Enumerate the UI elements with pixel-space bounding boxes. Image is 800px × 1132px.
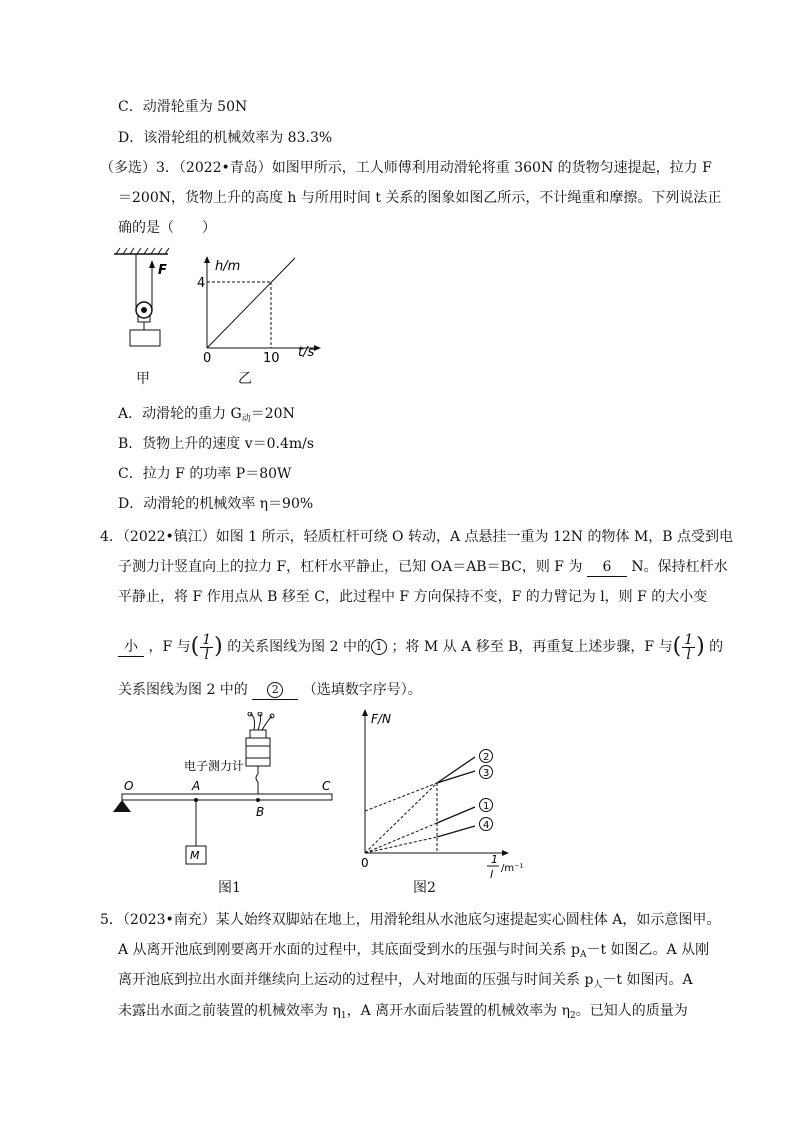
q4-lever-figure [110, 712, 350, 872]
ceiling-hatch [114, 248, 169, 254]
svg-text:2: 2 [483, 752, 490, 763]
origin-label: 0 [361, 856, 369, 870]
q4-answer-blank-2: 小 [118, 638, 144, 657]
q5-stem-line4: 未露出水面之前装置的机械效率为 $\eta_1$，A 离开水面后装置的机械效率为 $\eta_2$。已知人的质量为 [118, 1003, 688, 1021]
point-a: A [192, 779, 201, 793]
line-label-1 [480, 799, 493, 813]
graph-line-1-dashed [365, 823, 437, 853]
graph-line-4 [437, 826, 475, 837]
x-axis-den: l [490, 868, 494, 880]
point-b: B [256, 805, 265, 819]
lever-bar [122, 794, 332, 800]
q5-stem-line1: 5．（2023•南充）某人始终双脚站在地上，用滑轮组从水池底匀速提起实心圆柱体 A，如示意图甲。 [100, 912, 721, 928]
fraction-1-over-l: $\frac{1}{l}$ [202, 631, 212, 663]
cargo-box [130, 330, 160, 346]
q4-answer-blank-3: 2 [252, 681, 298, 700]
q4-stem-line4: 小 ，F 与( $\frac{1}{l}$ ) 的关系图线为图 2 中的 1 ；将 M 从 A 移至 B，再重复上述步骤，F 与( $\frac{1}{l}$ ) 的 [118, 632, 723, 662]
q3-option-d: D．动滑轮的机械效率 η＝90% [118, 496, 314, 512]
q5-stem-line3: 离开池底到拉出水面并继续向上运动的过程中，人对地面的压强与时间关系 $p_人-t$ 如图丙。A [118, 972, 693, 990]
y-tick-4: 4 [197, 276, 206, 291]
q3-fig-yi-caption: 乙 [238, 371, 252, 387]
meter-label: 电子测力计 [184, 759, 245, 773]
graph-line-2-dashed [365, 783, 437, 811]
circled-number-1: 1 [371, 639, 387, 655]
point-c: C [322, 779, 331, 793]
q4-stem-line5: 关系图线为图 2 中的 2 （选填数字序号）。 [118, 682, 422, 698]
graph-line-3-dashed [365, 783, 437, 853]
q4-fig1-caption: 图1 [218, 880, 241, 896]
q3-option-c: C．拉力 F 的功率 P＝80W [118, 466, 292, 482]
y-axis-label: h/m [215, 259, 241, 274]
q3-h-t-graph [195, 252, 325, 362]
x-tick-10: 10 [263, 351, 280, 362]
line-label-2 [480, 750, 493, 764]
force-arrow-icon [149, 260, 155, 268]
point-o: O [124, 779, 134, 793]
x-axis-label: t/s [298, 345, 315, 360]
svg-text:3: 3 [483, 768, 490, 779]
q2-option-d: D．该滑轮组的机械效率为 83.3% [118, 130, 333, 146]
q3-stem-line3: 确的是（ ） [118, 220, 216, 236]
svg-text:4: 4 [483, 820, 490, 831]
force-label: F [158, 263, 167, 278]
q3-pulley-figure [108, 242, 188, 352]
line-label-4 [480, 818, 493, 832]
q4-f-vs-inverse-l-graph [355, 705, 540, 880]
mass-label: M [190, 849, 200, 862]
q4-stem-line1: 4．（2022•镇江）如图 1 所示，轻质杠杆可绕 O 转动，A 点悬挂一重为 12N 的物体 M，B 点受到电 [100, 529, 734, 545]
fulcrum-icon [113, 800, 131, 812]
svg-text:1: 1 [483, 801, 490, 812]
q4-fig2-caption: 图2 [413, 880, 436, 896]
q3-stem-line1: （多选）3．（2022•青岛）如图甲所示，工人师傅利用动滑轮将重 360N 的货物匀速提起，拉力 F [100, 160, 712, 176]
q3-fig-jia-caption: 甲 [136, 371, 150, 387]
graph-line-1 [437, 807, 475, 823]
q3-option-b: B．货物上升的速度 v＝0.4m/s [118, 436, 315, 452]
x-axis-num: 1 [491, 853, 498, 866]
q4-answer-blank-1: 6 [587, 558, 627, 577]
graph-line-2 [437, 757, 475, 783]
force-meter-icon [246, 712, 274, 794]
y-axis-label: F/N [371, 712, 391, 726]
q4-stem-line2: 子测力计竖直向上的拉力 F，杠杆水平静止，已知 OA＝AB＝BC，则 F 为 6 N。保持杠杆水 [118, 559, 728, 575]
graph-line-4-dashed [365, 837, 437, 853]
q5-stem-line2: A 从离开池底到刚要离开水面的过程中，其底面受到水的压强与时间关系 $p_A-t$ 如图乙。A 从刚 [118, 942, 710, 960]
graph-line-3 [437, 771, 475, 783]
origin-label: 0 [203, 351, 212, 362]
x-axis-unit: /m⁻¹ [501, 863, 524, 874]
q3-stem-line2: ＝200N，货物上升的高度 h 与所用时间 t 关系的图象如图乙所示，不计绳重和摩擦。下列说法正 [118, 190, 722, 206]
q3-option-a: A．动滑轮的重力 $G_动=20N$ [118, 406, 295, 424]
q2-option-c: C．动滑轮重为 50N [118, 99, 248, 115]
q4-stem-line3: 平静止，将 F 作用点从 B 移至 C，此过程中 F 方向保持不变，F 的力臂记为 l，则 F 的大小变 [118, 589, 708, 605]
line-label-3 [480, 766, 493, 780]
